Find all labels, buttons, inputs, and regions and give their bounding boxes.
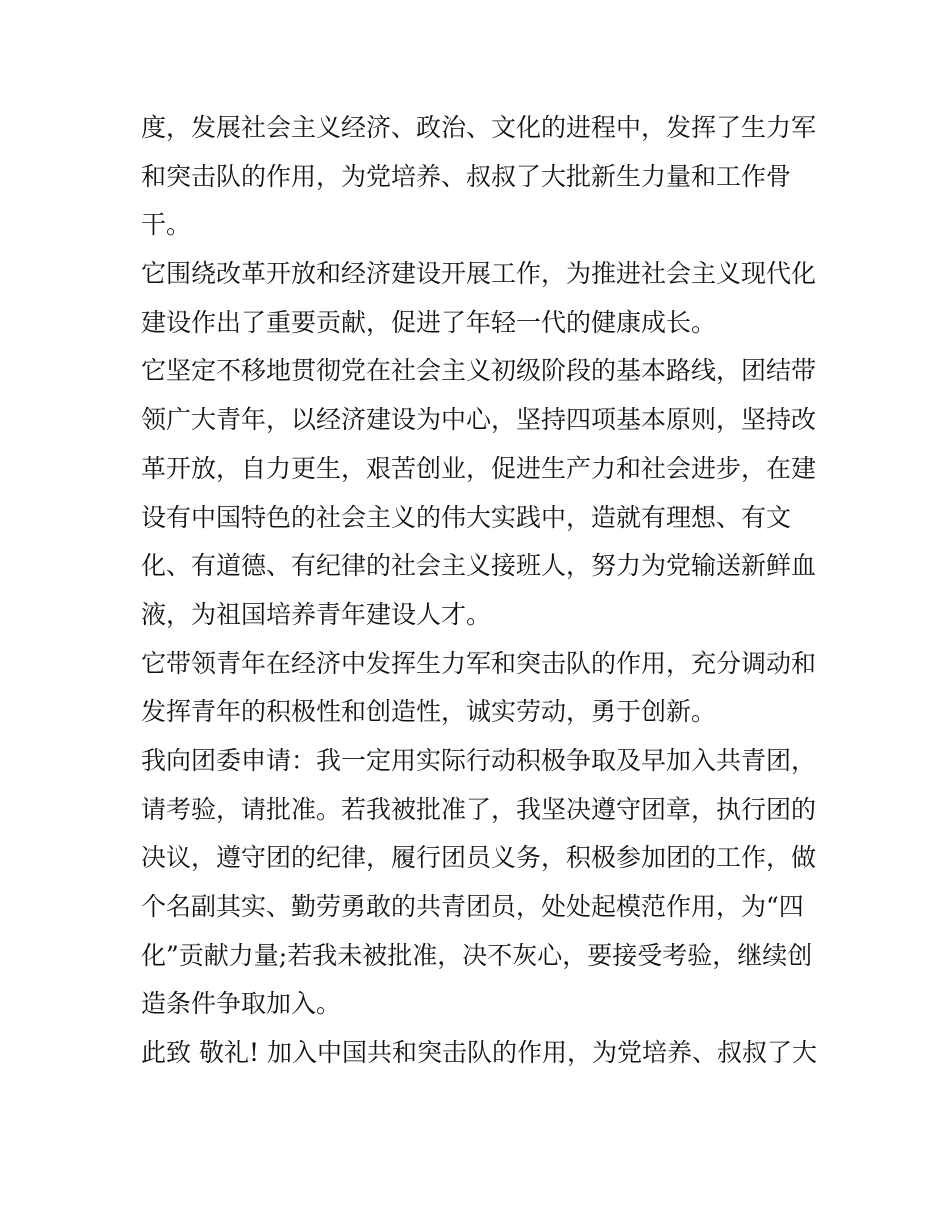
text-line: 化、有道德、有纪律的社会主义接班人，努力为党输送新鲜血	[141, 551, 817, 581]
text-line: 发挥青年的积极性和创造性，诚实劳动，勇于创新。	[141, 697, 717, 727]
text-line: 设有中国特色的社会主义的伟大实践中，造就有理想、有文	[141, 502, 792, 532]
text-line: 它围绕改革开放和经济建设开展工作，为推进社会主义现代化	[141, 259, 817, 289]
text-line: 领广大青年，以经济建设为中心，坚持四项基本原则，坚持改	[141, 405, 817, 435]
text-line: 此致 敬礼! 加入中国共和突击队的作用，为党培养、叔叔了大	[141, 1038, 817, 1068]
text-line: 请考验，请批准。若我被批准了，我坚决遵守团章，执行团的	[141, 794, 817, 824]
document-body	[141, 104, 817, 1078]
text-line: 个名副其实、勤劳勇敢的共青团员，处处起模范作用，为“四	[141, 892, 804, 921]
text-line: 和突击队的作用，为党培养、叔叔了大批新生力量和工作骨	[141, 161, 792, 191]
text-line: 化”贡献力量;若我未被批准，决不灰心，要接受考验，继续创	[141, 940, 813, 970]
text-line: 液，为祖国培养青年建设人才。	[141, 599, 492, 629]
text-line: 建设作出了重要贡献，促进了年轻一代的健康成长。	[141, 307, 717, 337]
text-line: 我向团委申请：我一定用实际行动积极争取及早加入共青团，	[141, 745, 817, 775]
text-line: 革开放，自力更生，艰苦创业，促进生产力和社会进步，在建	[141, 453, 817, 483]
text-line: 它带领青年在经济中发挥生力军和突击队的作用，充分调动和	[141, 648, 817, 678]
text-line: 它坚定不移地贯彻党在社会主义初级阶段的基本路线，团结带	[141, 356, 817, 386]
text-line: 干。	[141, 210, 192, 240]
text-line: 造条件争取加入。	[141, 989, 342, 1019]
text-line: 决议，遵守团的纪律，履行团员义务，积极参加团的工作，做	[141, 843, 817, 873]
text-line: 度，发展社会主义经济、政治、文化的进程中，发挥了生力军	[141, 113, 817, 142]
